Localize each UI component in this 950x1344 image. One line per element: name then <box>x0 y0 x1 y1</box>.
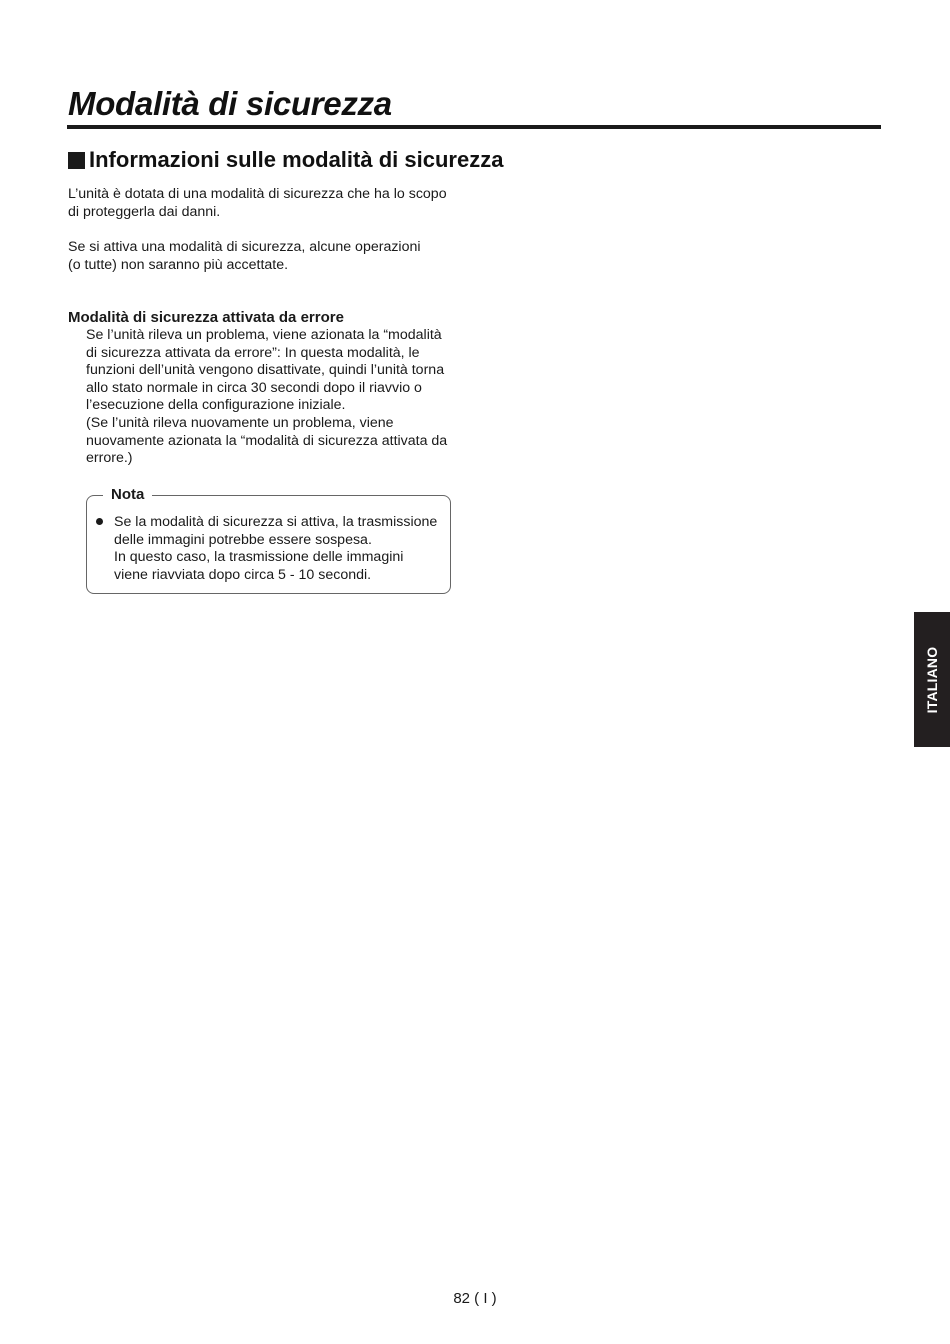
page-title: Modalità di sicurezza <box>68 85 392 122</box>
note-title: Nota <box>103 486 152 504</box>
bullet-dot-icon <box>96 518 103 525</box>
language-tab-label: ITALIANO <box>924 646 940 713</box>
note-item: Se la modalità di sicurezza si attiva, la trasmissione delle immagini potrebbe essere sospesa. In questo caso, la trasmissione delle immagini viene riavviata dopo circa 5 - 10 secondi. <box>114 514 438 583</box>
title-rule <box>67 125 881 129</box>
black-square-icon <box>68 152 85 169</box>
language-tab <box>914 612 950 747</box>
subsection-heading: Modalità di sicurezza attivata da errore <box>68 309 344 326</box>
subsection-body: Se l’unità rileva un problema, viene azionata la “modalità di sicurezza attivata da errore”: In questa modalità, le funzioni dell’unità vengono disattivate, quindi l’unità torna allo stato normale in circa 30 secondi dopo il riavvio o l’esecuzione della configurazione iniziale. (Se l’unità rileva nuovamente un problema, viene nuovamente azionata la “modalità di sicurezza attivata da errore.) <box>86 327 448 467</box>
page-number: 82 ( I ) <box>453 1290 497 1307</box>
section-heading <box>68 145 503 175</box>
intro-paragraph: L’unità è dotata di una modalità di sicurezza che ha lo scopo di proteggerla dai danni. <box>68 186 447 220</box>
intro-paragraph: Se si attiva una modalità di sicurezza, alcune operazioni (o tutte) non saranno più accettate. <box>68 239 421 273</box>
note-box <box>86 486 451 594</box>
section-heading-label: Informazioni sulle modalità di sicurezza <box>89 147 504 172</box>
